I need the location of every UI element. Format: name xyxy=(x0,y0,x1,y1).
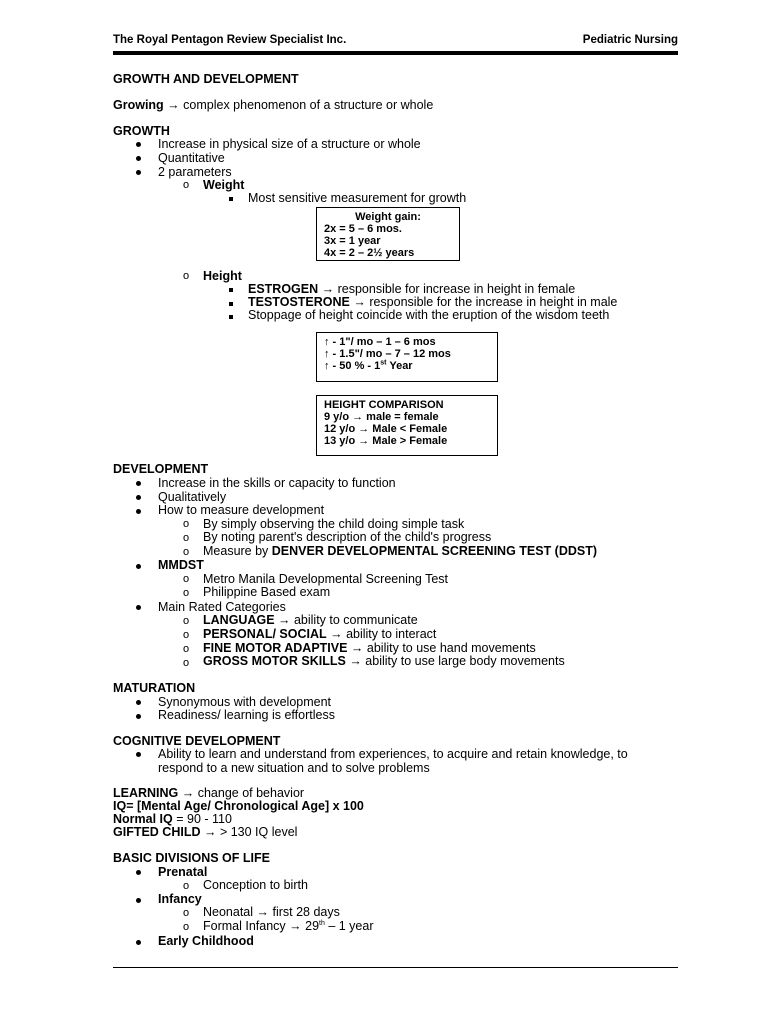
learning-line xyxy=(113,786,304,800)
maturation-heading: MATURATION xyxy=(113,681,196,695)
bullet-icon xyxy=(136,481,141,486)
divisions-heading: BASIC DIVISIONS OF LIFE xyxy=(113,851,270,865)
main-categories-label: Main Rated Categories xyxy=(158,600,286,614)
height-comparison-box xyxy=(316,395,498,456)
cognitive-line: respond to a new situation and to solve problems xyxy=(158,761,430,775)
weight-gain-row: 2x = 5 – 6 mos. xyxy=(324,223,402,235)
weight-gain-row: 3x = 1 year xyxy=(324,235,381,247)
circle-bullet-icon: o xyxy=(183,880,190,892)
development-item: Increase in the skills or capacity to function xyxy=(158,476,396,490)
category-def: → ability to interact xyxy=(326,627,437,641)
iq-formula: IQ= [Mental Age/ Chronological Age] x 100 xyxy=(113,799,364,813)
formal-infancy-item xyxy=(203,919,374,933)
header-org: The Royal Pentagon Review Specialist Inc. xyxy=(113,34,347,46)
bullet-icon xyxy=(136,898,141,903)
cognitive-line: Ability to learn and understand from experiences, to acquire and retain knowledge, to xyxy=(158,747,628,761)
growth-item: Quantitative xyxy=(158,151,225,165)
height-comparison-row: 9 y/o → male = female xyxy=(324,411,439,423)
neonatal-item: Neonatal → first 28 days xyxy=(203,905,340,919)
prenatal-item: Conception to birth xyxy=(203,878,308,892)
formal-infancy-sup: th xyxy=(319,919,325,927)
circle-bullet-icon: o xyxy=(183,657,190,669)
circle-bullet-icon: o xyxy=(183,907,190,919)
learning-def: → change of behavior xyxy=(178,786,305,800)
category-def: → ability to use hand movements xyxy=(347,641,536,655)
testosterone-def: → responsible for the increase in height in male xyxy=(349,295,618,309)
mmdst-label: MMDST xyxy=(158,558,204,572)
bullet-icon xyxy=(136,870,141,875)
bullet-icon xyxy=(136,142,141,147)
footer-rule xyxy=(113,967,678,968)
category-term: GROSS MOTOR SKILLS xyxy=(203,654,346,668)
square-bullet-icon xyxy=(229,302,233,306)
height-rate-box xyxy=(316,332,498,382)
category-item xyxy=(203,654,565,668)
category-term: LANGUAGE xyxy=(203,613,275,627)
category-term: FINE MOTOR ADAPTIVE xyxy=(203,641,348,655)
circle-bullet-icon: o xyxy=(183,587,190,599)
height-rate-row xyxy=(324,360,490,372)
circle-bullet-icon: o xyxy=(183,573,190,585)
circle-bullet-icon: o xyxy=(183,921,190,933)
bullet-icon xyxy=(136,714,141,719)
height-rate-row: ↑ - 1.5"/ mo – 7 – 12 mos xyxy=(324,348,451,360)
header-rule xyxy=(113,51,678,55)
measure-item: By noting parent's description of the child's progress xyxy=(203,530,492,544)
bullet-icon xyxy=(136,170,141,175)
bullet-icon xyxy=(136,700,141,705)
square-bullet-icon xyxy=(229,315,233,319)
prenatal-label: Prenatal xyxy=(158,865,208,879)
growing-term: Growing xyxy=(113,98,164,112)
category-item xyxy=(203,627,436,641)
weight-gain-title: Weight gain: xyxy=(355,211,421,223)
circle-bullet-icon: o xyxy=(183,615,190,627)
growth-item: 2 parameters xyxy=(158,165,232,179)
height-comparison-row: 12 y/o → Male < Female xyxy=(324,423,448,435)
mmdst-item: Philippine Based exam xyxy=(203,585,331,599)
normal-iq-def: = 90 - 110 xyxy=(172,812,232,826)
bullet-icon xyxy=(136,509,141,514)
gifted-line xyxy=(113,825,297,839)
page-header xyxy=(113,34,678,48)
ddst-prefix: Measure by xyxy=(203,544,272,558)
learning-term: LEARNING xyxy=(113,786,179,800)
measure-item: By simply observing the child doing simple task xyxy=(203,517,465,531)
formal-infancy-text: Formal Infancy → 29 xyxy=(203,919,320,933)
ddst-line xyxy=(203,544,597,558)
formal-infancy-text: – 1 year xyxy=(324,919,374,933)
rate-text: ↑ - 50 % - 1 xyxy=(324,360,381,372)
height-label: Height xyxy=(203,269,242,283)
circle-bullet-icon: o xyxy=(183,518,190,530)
estrogen-term: ESTROGEN xyxy=(248,282,319,296)
square-bullet-icon xyxy=(229,197,233,201)
bullet-icon xyxy=(136,752,141,757)
maturation-item: Synonymous with development xyxy=(158,695,332,709)
circle-bullet-icon: o xyxy=(183,270,190,282)
development-item: How to measure development xyxy=(158,503,325,517)
bullet-icon xyxy=(136,156,141,161)
growing-def: → complex phenomenon of a structure or whole xyxy=(163,98,434,112)
early-childhood-label: Early Childhood xyxy=(158,934,254,948)
maturation-item: Readiness/ learning is effortless xyxy=(158,708,335,722)
estrogen-line xyxy=(248,282,575,296)
circle-bullet-icon: o xyxy=(183,179,190,191)
cognitive-heading: COGNITIVE DEVELOPMENT xyxy=(113,734,281,748)
category-def: → ability to communicate xyxy=(274,613,418,627)
estrogen-def: → responsible for increase in height in female xyxy=(318,282,576,296)
document-title: GROWTH AND DEVELOPMENT xyxy=(113,72,299,86)
development-heading: DEVELOPMENT xyxy=(113,462,209,476)
growing-definition xyxy=(113,98,433,112)
circle-bullet-icon: o xyxy=(183,643,190,655)
bullet-icon xyxy=(136,564,141,569)
circle-bullet-icon: o xyxy=(183,532,190,544)
gifted-def: → > 130 IQ level xyxy=(200,825,298,839)
rate-text: Year xyxy=(386,360,413,372)
rate-sup: st xyxy=(380,359,387,367)
weight-gain-row: 4x = 2 – 2½ years xyxy=(324,247,415,259)
ddst-term: DENVER DEVELOPMENTAL SCREENING TEST (DDST) xyxy=(271,544,598,558)
growth-item: Increase in physical size of a structure or whole xyxy=(158,137,421,151)
gifted-term: GIFTED CHILD xyxy=(113,825,201,839)
header-subject: Pediatric Nursing xyxy=(582,34,678,46)
height-comparison-row: 13 y/o → Male > Female xyxy=(324,435,448,447)
normal-iq-term: Normal IQ xyxy=(113,812,173,826)
weight-note: Most sensitive measurement for growth xyxy=(248,191,467,205)
weight-gain-box xyxy=(316,207,460,261)
stoppage-line: Stoppage of height coincide with the eruption of the wisdom teeth xyxy=(248,308,610,322)
infancy-label: Infancy xyxy=(158,892,202,906)
bullet-icon xyxy=(136,495,141,500)
testosterone-term: TESTOSTERONE xyxy=(248,295,350,309)
bullet-icon xyxy=(136,605,141,610)
mmdst-item: Metro Manila Developmental Screening Test xyxy=(203,572,449,586)
bullet-icon xyxy=(136,940,141,945)
testosterone-line xyxy=(248,295,617,309)
category-item xyxy=(203,613,418,627)
category-term: PERSONAL/ SOCIAL xyxy=(203,627,327,641)
normal-iq-line xyxy=(113,812,232,826)
development-item: Qualitatively xyxy=(158,490,227,504)
growth-heading: GROWTH xyxy=(113,124,170,138)
circle-bullet-icon: o xyxy=(183,629,190,641)
height-comparison-title: HEIGHT COMPARISON xyxy=(324,399,444,411)
height-rate-row: ↑ - 1"/ mo – 1 – 6 mos xyxy=(324,336,436,348)
square-bullet-icon xyxy=(229,288,233,292)
weight-label: Weight xyxy=(203,178,245,192)
circle-bullet-icon: o xyxy=(183,546,190,558)
category-def: → ability to use large body movements xyxy=(345,654,565,668)
category-item xyxy=(203,641,536,655)
